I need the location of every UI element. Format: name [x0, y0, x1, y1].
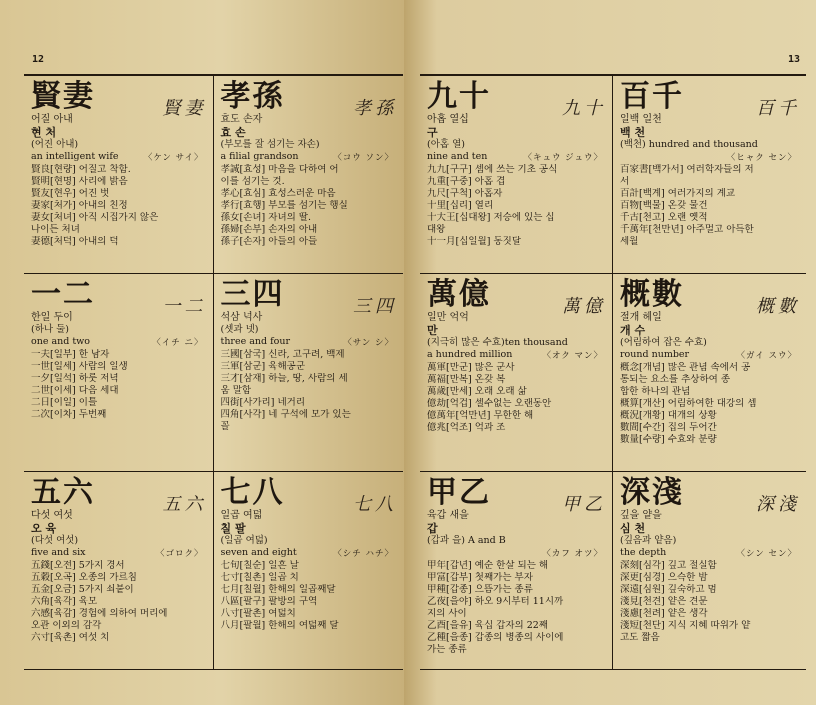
english-row	[620, 547, 801, 559]
headword-meaning: 효도 손자	[220, 114, 263, 125]
handwritten-hanja: 百千	[756, 98, 800, 119]
entry-cell	[214, 472, 404, 670]
compound-word: 통되는 요소를 추상하여 종	[620, 374, 731, 385]
headword-gloss: (깊음과 얕음)	[620, 535, 677, 546]
compound-word: 二世[이세] 다음 세대	[31, 385, 119, 396]
headword-gloss: (일곱 여덟)	[220, 535, 268, 546]
compound-word: 十大王[십대왕] 저승에 있는 십	[427, 212, 555, 223]
compound-word: 고도 짧음	[620, 632, 660, 643]
english-row	[620, 349, 801, 361]
english-translation: three and four	[220, 336, 291, 347]
compound-word: 億劫[억겁] 셀수없는 오랜동안	[427, 398, 552, 409]
compound-word: 六角[육각] 육모	[31, 596, 98, 607]
headword-meaning: 어질 아내	[31, 114, 73, 125]
headword-hanja: 一二	[31, 277, 95, 312]
english-row	[427, 151, 607, 163]
headword-gloss: (어진 아내)	[31, 139, 79, 150]
compound-word-list	[427, 560, 607, 656]
handwritten-hanja: 概數	[756, 296, 800, 317]
compound-word: 二日[이일] 이틀	[31, 397, 98, 408]
compound-word: 합한 하나의 관념	[620, 386, 691, 397]
headword-reading: 심 천	[620, 522, 646, 535]
compound-word: 꼴	[220, 421, 230, 432]
compound-word: 이를 섬기는 것.	[220, 176, 285, 187]
katakana-reading: 〈カフ オツ〉	[542, 549, 603, 559]
english-translation: a filial grandson	[220, 151, 299, 162]
headword-gloss: (갑과 을) A and B	[427, 535, 506, 546]
headword-meaning: 일만 억억	[427, 312, 469, 323]
entry-cell	[24, 274, 214, 472]
compound-word-list	[620, 164, 801, 248]
headword-meaning: 절개 헤일	[620, 312, 662, 323]
handwritten-hanja: 九十	[562, 98, 606, 119]
compound-word: 一夕[일석] 하룻 저녁	[31, 373, 119, 384]
headword-meaning: 육갑 새을	[427, 510, 469, 521]
compound-word: 三軍[삼군] 육해공군	[220, 361, 305, 372]
katakana-reading: 〈シン セン〉	[736, 549, 797, 559]
compound-word: 百家書[백가서] 여러학자들의 저	[620, 164, 754, 175]
compound-word: 妻家[처가] 아내의 친정	[31, 200, 128, 211]
compound-word: 一夫[일부] 한 남자	[31, 349, 110, 360]
english-translation: seven and eight	[220, 547, 297, 558]
compound-word: 一世[일세] 사람의 일생	[31, 361, 128, 372]
entry-cell	[613, 472, 806, 670]
katakana-reading: 〈サン シ〉	[343, 338, 394, 348]
katakana-reading: 〈キュウ ジュウ〉	[523, 153, 603, 163]
compound-word: 八寸[팔촌] 여덟치	[220, 608, 296, 619]
compound-word: 八月[팔월] 한해의 여덟째 달	[220, 620, 339, 631]
headword-meaning: 아홉 열십	[427, 114, 469, 125]
compound-word: 움 말함	[220, 385, 252, 396]
compound-word: 九重[구중] 아홉 겹	[427, 176, 506, 187]
compound-word: 槪念[개념] 많은 관념 속에서 공	[620, 362, 751, 373]
english-translation: a hundred million	[427, 349, 513, 360]
compound-word: 千古[천고] 오랜 옛적	[620, 212, 708, 223]
compound-word: 淺短[천단] 지식 지혜 따위가 얕	[620, 620, 751, 631]
compound-word: 萬福[만복] 온갖 복	[427, 374, 506, 385]
compound-word: 八區[팔구] 팔방의 구역	[220, 596, 318, 607]
compound-word: 賢友[현우] 어진 벗	[31, 188, 110, 199]
compound-word-list	[221, 560, 399, 632]
headword-meaning: 다섯 여섯	[31, 510, 73, 521]
compound-word: 賢明[현명] 사리에 밝음	[31, 176, 128, 187]
headword-reading: 오 육	[31, 522, 57, 535]
compound-word-list	[31, 164, 208, 248]
headword-gloss: (셋과 넷)	[220, 324, 259, 335]
compound-word: 七旬[칠순] 일흔 날	[220, 560, 299, 571]
entry-cell	[24, 472, 214, 670]
entry-cell	[214, 76, 404, 274]
headword-meaning: 일곱 여덟	[220, 510, 263, 521]
compound-word: 孫女[손녀] 자녀의 딸.	[220, 212, 312, 223]
compound-word: 百物[백물] 온갖 물건	[620, 200, 708, 211]
compound-word: 孫婦[손부] 손자의 아내	[220, 224, 318, 235]
headword-hanja: 賢妻	[31, 79, 95, 114]
compound-word: 七寸[칠촌] 일곱 치	[220, 572, 299, 583]
compound-word: 九九[구구] 셈에 쓰는 기초 공식	[427, 164, 558, 175]
right-grid	[420, 74, 806, 670]
compound-word: 五金[오금] 5가지 쇠붙이	[31, 584, 134, 595]
katakana-reading: 〈ケン サイ〉	[143, 153, 204, 163]
headword-gloss: (하나 둘)	[31, 324, 69, 335]
left-grid	[24, 74, 403, 670]
entry-cell	[420, 472, 613, 670]
headword-gloss: (아홉 열)	[427, 139, 465, 150]
headword-hanja: 百千	[620, 79, 684, 114]
compound-word: 深刻[심각] 깊고 절실함	[620, 560, 717, 571]
compound-word-list	[620, 560, 801, 644]
english-translation: the depth	[620, 547, 667, 558]
compound-word: 二次[이차] 두번째	[31, 409, 107, 420]
compound-word: 億萬年[억만년] 무한한 해	[427, 410, 534, 421]
compound-word: 세월	[620, 236, 639, 247]
compound-word: 乙夜[을야] 하오 9시부터 11시까	[427, 596, 564, 607]
katakana-reading: 〈シチ ハチ〉	[333, 549, 394, 559]
headword-hanja: 孝孫	[220, 79, 285, 114]
compound-word: 百計[백계] 여러가지의 계교	[620, 188, 736, 199]
headword-hanja: 七八	[220, 475, 285, 510]
compound-word: 十一月[십일월] 동짓달	[427, 236, 521, 247]
english-row	[620, 151, 801, 163]
handwritten-hanja: 一二	[162, 296, 207, 317]
compound-word: 가는 종류	[427, 644, 467, 655]
compound-word: 대왕	[427, 224, 446, 235]
headword-reading: 효 손	[220, 126, 246, 139]
compound-word-list	[427, 164, 607, 248]
compound-word: 賢良[현량] 어질고 착함.	[31, 164, 131, 175]
compound-word: 四角[사각] 네 구석에 모가 있는	[220, 409, 351, 420]
headword-hanja: 甲乙	[427, 475, 491, 510]
headword-gloss: (다섯 여섯)	[31, 535, 79, 546]
compound-word: 數量[수량] 수효와 분량	[620, 434, 717, 445]
english-translation: five and six	[31, 547, 86, 558]
compound-word: 三國[삼국] 신라, 고구려, 백제	[220, 349, 345, 360]
compound-word: 孫子[손자] 아들의 아들	[220, 236, 318, 247]
headword-hanja: 萬億	[427, 277, 491, 312]
katakana-reading: 〈コウ ソン〉	[333, 153, 394, 163]
entry-cell	[420, 76, 613, 274]
headword-reading: 갑	[427, 522, 438, 535]
compound-word: 億兆[억조] 억과 조	[427, 422, 506, 433]
compound-word: 지의 사이	[427, 608, 467, 619]
entry-cell	[613, 76, 806, 274]
english-row	[221, 547, 399, 559]
compound-word: 五穀[오곡] 오종의 가르침	[31, 572, 137, 583]
entry-cell	[420, 274, 613, 472]
compound-word: 淺見[천견] 얕은 견문	[620, 596, 708, 607]
handwritten-hanja: 三四	[353, 296, 397, 317]
headword-meaning: 일백 일천	[620, 114, 662, 125]
english-row	[31, 336, 208, 348]
compound-word: 五錢[오전] 5가지 경서	[31, 560, 125, 571]
compound-word: 孝行[효행] 부모를 섬기는 행실	[220, 200, 348, 211]
compound-word: 四街[사가리] 네거리	[220, 397, 305, 408]
compound-word: 十里[십리] 열리	[427, 200, 494, 211]
headword-hanja: 概數	[620, 277, 684, 312]
headword-reading: 만	[427, 324, 438, 337]
compound-word: 妻德[처덕] 아내의 덕	[31, 236, 119, 247]
headword-reading: 구	[427, 126, 438, 139]
katakana-reading: 〈ガイ スウ〉	[736, 351, 797, 361]
page-number-right: 13	[787, 54, 800, 65]
handwritten-hanja: 甲乙	[562, 494, 606, 515]
handwritten-hanja: 賢妻	[162, 98, 207, 119]
compound-word: 六感[육감] 경험에 의하여 머리에	[31, 608, 168, 619]
compound-word-list	[427, 362, 607, 434]
headword-meaning: 석삼 넉사	[220, 312, 263, 323]
compound-word: 概算[개산] 어림하여한 대강의 셈	[620, 398, 757, 409]
handwritten-hanja: 深淺	[756, 494, 800, 515]
katakana-reading: 〈ゴロク〉	[155, 549, 204, 559]
right-page	[404, 0, 816, 705]
compound-word: 乙酉[을유] 육십 갑자의 22째	[427, 620, 548, 631]
english-row	[427, 547, 607, 559]
compound-word-list	[31, 349, 208, 421]
headword-gloss: (지극히 많은 수효)ten thousand	[427, 337, 568, 348]
compound-word: 甲種[갑종] 으뜸가는 종류	[427, 584, 533, 595]
headword-gloss: (어림하여 잡은 수효)	[620, 337, 707, 348]
compound-word: 孝誠[효성] 마음을 다하여 어	[220, 164, 339, 175]
english-row	[221, 151, 399, 163]
compound-word: 淺慮[천려] 얕은 생각	[620, 608, 708, 619]
compound-word: 萬軍[만군] 많은 군사	[427, 362, 515, 373]
handwritten-hanja: 孝孫	[353, 98, 397, 119]
compound-word: 三才[삼재] 하늘, 땅, 사람의 세	[220, 373, 348, 384]
english-translation: nine and ten	[427, 151, 488, 162]
english-translation: an intelligent wife	[31, 151, 119, 162]
compound-word: 나이든 처녀	[31, 224, 80, 235]
headword-gloss: (백천) hundred and thousand	[620, 139, 758, 150]
compound-word: 數間[수간] 집의 두어간	[620, 422, 717, 433]
english-row	[427, 349, 607, 361]
katakana-reading: 〈イチ ニ〉	[152, 338, 204, 348]
headword-hanja: 三四	[220, 277, 285, 312]
english-translation: one and two	[31, 336, 91, 347]
entry-cell	[24, 76, 214, 274]
handwritten-hanja: 五六	[162, 494, 207, 515]
compound-word: 九尺[구척] 아홉자	[427, 188, 503, 199]
compound-word: 孝心[효심] 효성스러운 마음	[220, 188, 336, 199]
compound-word: 乙種[을종] 갑종의 병종의 사이에	[427, 632, 564, 643]
compound-word: 妻女[처녀] 아직 시집가지 않은	[31, 212, 159, 223]
compound-word: 萬歲[만세] 오래 오래 삶	[427, 386, 527, 397]
headword-reading: 백 천	[620, 126, 646, 139]
compound-word: 六寸[육촌] 여섯 치	[31, 632, 110, 643]
headword-hanja: 五六	[31, 475, 95, 510]
english-row	[221, 336, 399, 348]
headword-meaning: 깊을 얕을	[620, 510, 662, 521]
english-row	[31, 547, 208, 559]
katakana-reading: 〈ヒャク セン〉	[726, 153, 797, 163]
english-translation: round number	[620, 349, 690, 360]
katakana-reading: 〈オク マン〉	[542, 351, 603, 361]
headword-reading: 칠 팔	[220, 522, 246, 535]
left-page	[0, 0, 404, 705]
compound-word: 七月[칠월] 한해의 일곱째달	[220, 584, 336, 595]
compound-word-list	[221, 349, 399, 433]
headword-reading: 현 처	[31, 126, 57, 139]
headword-hanja: 九十	[427, 79, 491, 114]
handwritten-hanja: 萬億	[562, 296, 606, 317]
handwritten-hanja: 七八	[353, 494, 397, 515]
compound-word-list	[620, 362, 801, 446]
english-row	[31, 151, 208, 163]
headword-reading: 개 수	[620, 324, 646, 337]
page-number-left: 12	[32, 54, 45, 65]
compound-word: 오관 이외의 감각	[31, 620, 102, 631]
entry-cell	[214, 274, 404, 472]
compound-word: 서	[620, 176, 630, 187]
headword-meaning: 한일 두이	[31, 312, 73, 323]
compound-word-list	[31, 560, 208, 644]
compound-word: 深更[심경] 으슥한 밤	[620, 572, 708, 583]
compound-word: 千萬年[천만년] 아주멀고 아득한	[620, 224, 754, 235]
compound-word-list	[221, 164, 399, 248]
compound-word: 甲富[갑부] 첫째가는 부자	[427, 572, 533, 583]
entry-cell	[613, 274, 806, 472]
headword-gloss: (부모를 잘 섬기는 자손)	[220, 139, 320, 150]
compound-word: 甲年[갑년] 예순 한살 되는 해	[427, 560, 549, 571]
compound-word: 槪況[개황] 대개의 상황	[620, 410, 717, 421]
compound-word: 深遠[심원] 깊숙하고 멈	[620, 584, 717, 595]
headword-hanja: 深淺	[620, 475, 684, 510]
